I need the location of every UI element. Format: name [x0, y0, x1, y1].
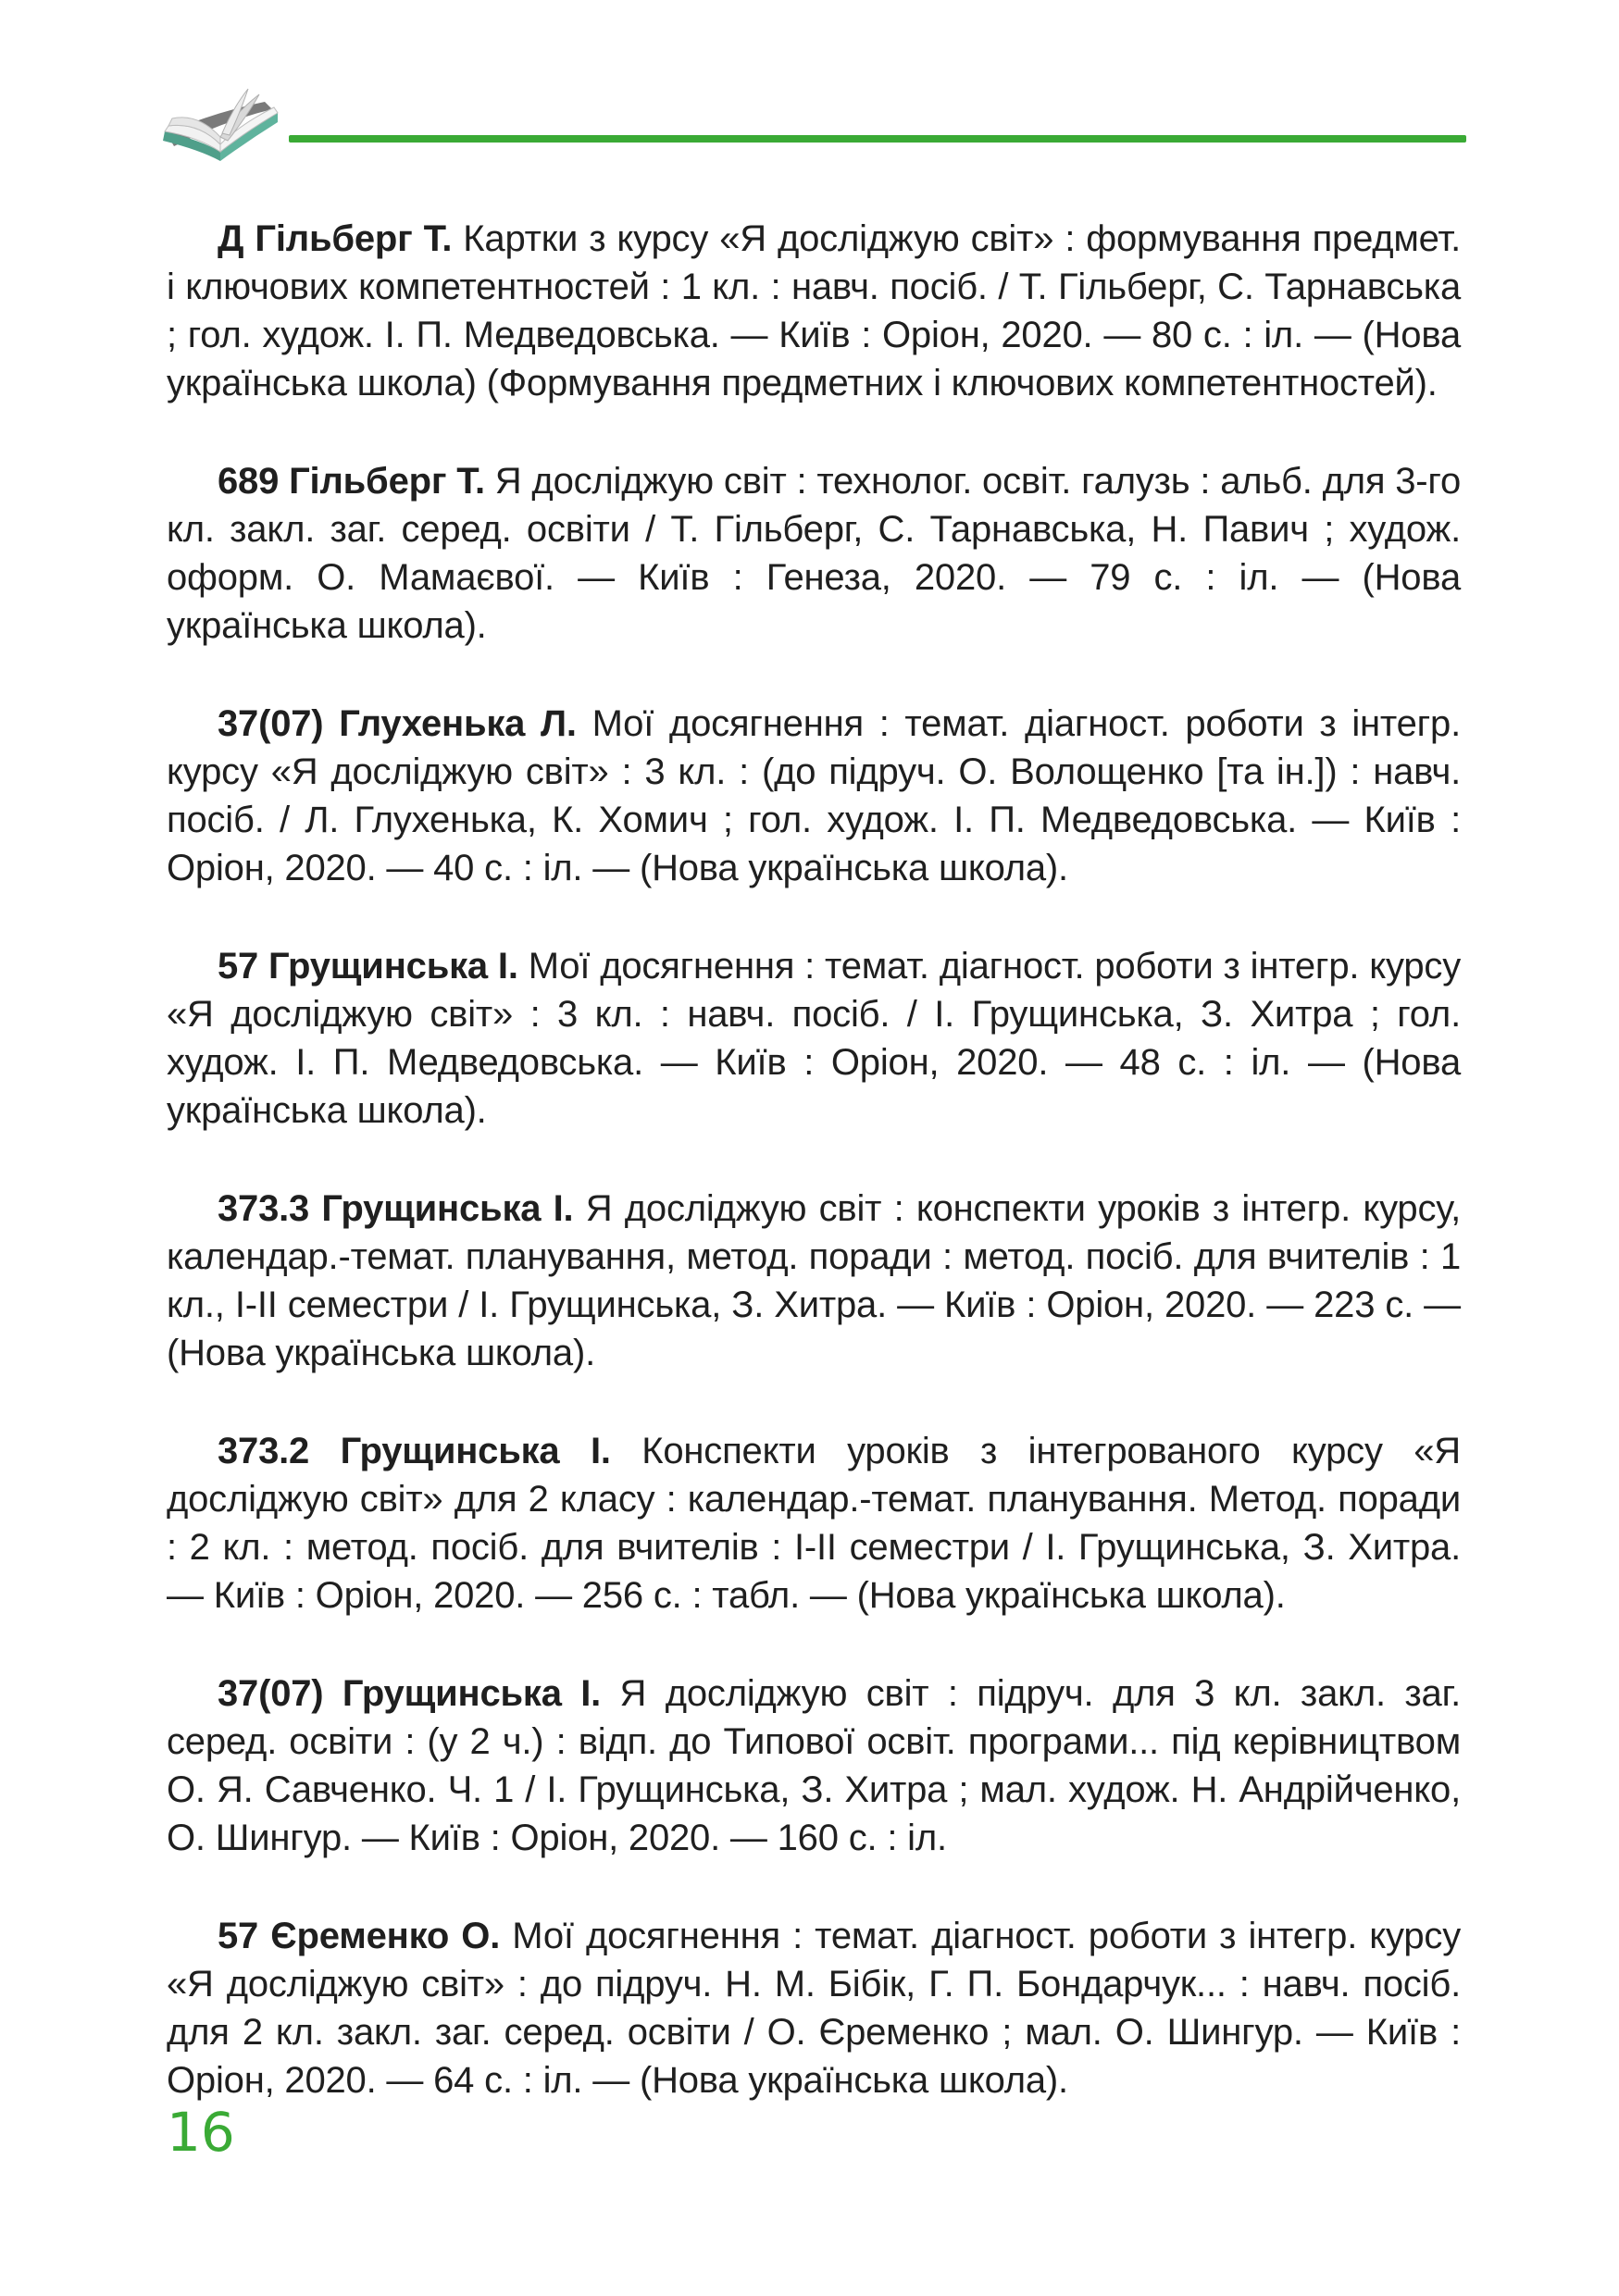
entry-heading: 57 Єременко О. [218, 1916, 501, 1956]
page-number: 16 [167, 2101, 235, 2164]
bibliography-list [167, 215, 1461, 2154]
entry-text: Я досліджую світ : підруч. для 3 кл. закл. заг. серед. освіти : (у 2 ч.) : відп. до Типової освіт. програми... під керівництвом О. Я. Савченко. Ч. 1 / І. Грущинська, З. Хитра ; мал. худож. Н. Андрійченко, О. Шингур. — Київ : Оріон, 2020. — 160 с. : іл. [167, 1673, 1461, 1858]
entry-heading: 689 Гільберг Т. [218, 461, 485, 502]
entry-text: Конспекти уроків з інтегрованого курсу «Я досліджую світ» для 2 класу : календар.-темат. планування. Метод. поради : 2 кл. : метод. посіб. для вчителів : І-ІІ семестри / І. Грущинська, З. Хитра. — Київ : Оріон, 2020. — 256 с. : табл. — (Нова українська школа). [167, 1431, 1461, 1616]
entry-text: Я досліджую світ : конспекти уроків з інтегр. курсу, календар.-темат. планування, метод. поради : метод. посіб. для вчителів : 1 кл., І-ІІ семестри / І. Грущинська, З. Хитра. — Київ : Оріон, 2020. — 223 с. — (Нова українська школа). [167, 1188, 1461, 1373]
entry-text: Мої досягнення : темат. діагност. роботи з інтегр. курсу «Я досліджую світ» : 3 кл. : (до підруч. О. Волощенко [та ін.]) : навч. посіб. / Л. Глухенька, К. Хомич ; гол. худож. І. П. Медведовська. — Київ : Оріон, 2020. — 40 с. : іл. — (Нова українська школа). [167, 703, 1461, 888]
entry-text: Мої досягнення : темат. діагност. роботи з інтегр. курсу «Я досліджую світ» : 3 кл. : навч. посіб. / І. Грущинська, З. Хитра ; гол. худож. І. П. Медведовська. — Київ : Оріон, 2020. — 48 с. : іл. — (Нова українська школа). [167, 946, 1461, 1131]
bibliography-entry [167, 1185, 1461, 1377]
bibliography-entry [167, 457, 1461, 650]
bibliography-entry [167, 1427, 1461, 1620]
header-rule [289, 135, 1466, 143]
entry-text: Я досліджую світ : технолог. освіт. галузь : альб. для 3-го кл. закл. заг. серед. освіти / Т. Гільберг, С. Тарнавська, Н. Павич ; худож. оформ. О. Мамаєвої. — Київ : Генеза, 2020. — 79 с. : іл. — (Нова українська школа). [167, 461, 1461, 646]
entry-heading: 57 Грущинська І. [218, 946, 518, 987]
entry-text: Мої досягнення : темат. діагност. роботи з інтегр. курсу «Я досліджую світ» : до підруч. Н. М. Бібік, Г. П. Бондарчук... : навч. посіб. для 2 кл. закл. заг. серед. освіти / О. Єременко ; мал. О. Шингур. — Київ : Оріон, 2020. — 64 с. : іл. — (Нова українська школа). [167, 1916, 1461, 2101]
bibliography-entry [167, 700, 1461, 892]
entry-heading: 37(07) Глухенька Л. [218, 703, 577, 744]
bibliography-entry [167, 1912, 1461, 2104]
open-book-icon [156, 76, 285, 168]
entry-heading: 373.3 Грущинська І. [218, 1188, 574, 1229]
entry-heading: 373.2 Грущинська І. [218, 1431, 611, 1471]
entry-text: Картки з курсу «Я досліджую світ» : формування предмет. і ключових компетентностей : 1 кл. : навч. посіб. / Т. Гільберг, С. Тарнавська ; гол. худож. І. П. Медведовська. — Київ : Оріон, 2020. — 80 с. : іл. — (Нова українська школа) (Формування предметних і ключових компетентностей). [167, 218, 1462, 403]
entry-heading: Д Гільберг Т. [218, 218, 453, 259]
entry-heading: 37(07) Грущинська І. [218, 1673, 602, 1714]
page-header [0, 0, 1619, 185]
bibliography-entry [167, 942, 1461, 1135]
bibliography-entry [167, 1669, 1461, 1862]
bibliography-entry [167, 215, 1461, 407]
